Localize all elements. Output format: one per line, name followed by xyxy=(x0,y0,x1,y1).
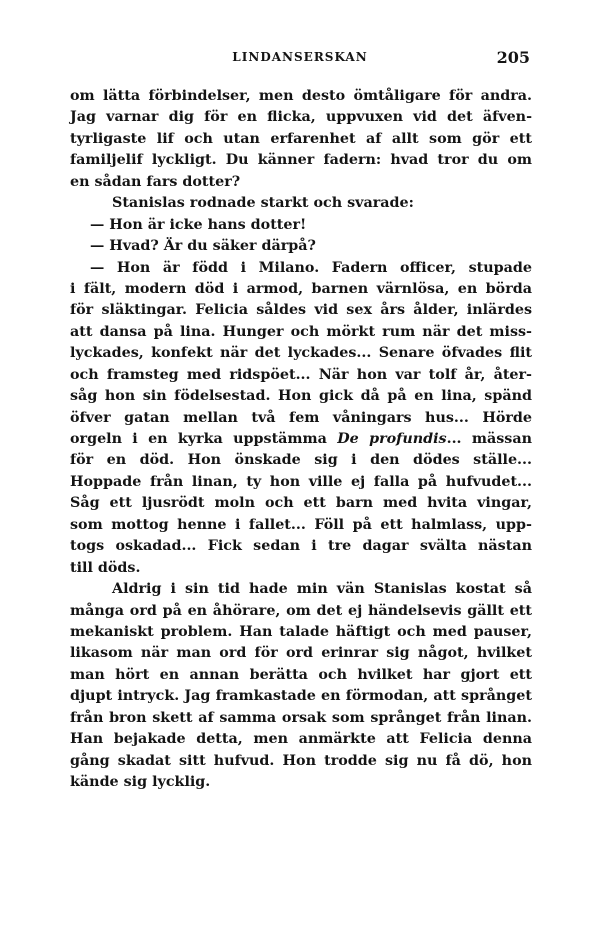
text-line: från bron skett af samma orsak som språnget från linan. xyxy=(70,709,532,726)
text-segment: ... mässan xyxy=(446,431,532,447)
text-line: till döds. xyxy=(70,559,141,576)
text-line: och framsteg med ridspöet... När hon var tolf år, åter- xyxy=(70,366,532,383)
dialog-line: — Hvad? Är du säker därpå? xyxy=(90,238,316,255)
body-text xyxy=(70,86,532,793)
text-line: Hoppade från linan, ty hon ville ej falla på hufvudet... xyxy=(70,473,532,490)
text-line: för släktingar. Felicia såldes vid sex års ålder, inlärdes xyxy=(70,302,532,319)
text-line: att dansa på lina. Hunger och mörkt rum när det miss- xyxy=(70,323,532,340)
italic-title: De profundis xyxy=(337,431,447,447)
text-line: togs oskadad... Fick sedan i tre dagar svälta nästan xyxy=(70,538,532,555)
text-line: kände sig lycklig. xyxy=(70,774,211,790)
text-line: såg hon sin födelsestad. Hon gick då på en lina, spänd xyxy=(70,388,532,405)
text-line: öfver gatan mellan två fem våningars hus... Hörde xyxy=(70,409,532,426)
text-line: gång skadat sitt hufvud. Hon trodde sig nu få dö, hon xyxy=(70,752,532,769)
page-header xyxy=(70,48,530,68)
text-line: en sådan fars dotter? xyxy=(70,173,241,190)
text-line: som mottog henne i fallet... Föll på ett halmlass, upp- xyxy=(70,516,532,533)
text-line: Han bejakade detta, men anmärkte att Felicia denna xyxy=(70,731,532,748)
page-number: 205 xyxy=(496,48,530,67)
dialog-line: — Hon är född i Milano. Fadern officer, stupade xyxy=(90,259,532,276)
text-line: tyrligaste lif och utan erfarenhet af allt som gör ett xyxy=(70,130,532,147)
text-line: familjelif lyckligt. Du känner fadern: hvad tror du om xyxy=(70,152,532,169)
text-line: mekaniskt problem. Han talade häftigt och med pauser, xyxy=(70,623,532,640)
running-head: LINDANSERSKAN xyxy=(232,50,368,64)
text-line: för en död. Hon önskade sig i den dödes ställe... xyxy=(70,452,532,469)
text-line: i fält, modern död i armod, barnen värnlösa, en börda xyxy=(70,280,532,297)
text-line: likasom när man ord för ord erinrar sig något, hvilket xyxy=(70,645,532,662)
text-line: Såg ett ljusrödt moln och ett barn med hvita vingar, xyxy=(70,495,532,512)
text-line: många ord på en åhörare, om det ej händelsevis gällt ett xyxy=(70,602,532,619)
text-line: Aldrig i sin tid hade min vän Stanislas kostat så xyxy=(112,581,532,598)
text-line: man hört en annan berätta och hvilket har gjort ett xyxy=(70,666,532,683)
text-segment: orgeln i en kyrka uppstämma xyxy=(70,431,327,447)
text-line-with-italic xyxy=(70,429,532,450)
text-line: djupt intryck. Jag framkastade en förmodan, att språnget xyxy=(70,688,532,705)
text-line: lyckades, konfekt när det lyckades... Senare öfvades flit xyxy=(70,345,532,362)
text-line: Jag varnar dig för en flicka, uppvuxen vid det äfven- xyxy=(70,109,532,126)
text-line: Stanislas rodnade starkt och svarade: xyxy=(112,195,414,212)
dialog-line: — Hon är icke hans dotter! xyxy=(90,216,307,233)
text-line: om lätta förbindelser, men desto ömtåligare för andra. xyxy=(70,88,532,104)
